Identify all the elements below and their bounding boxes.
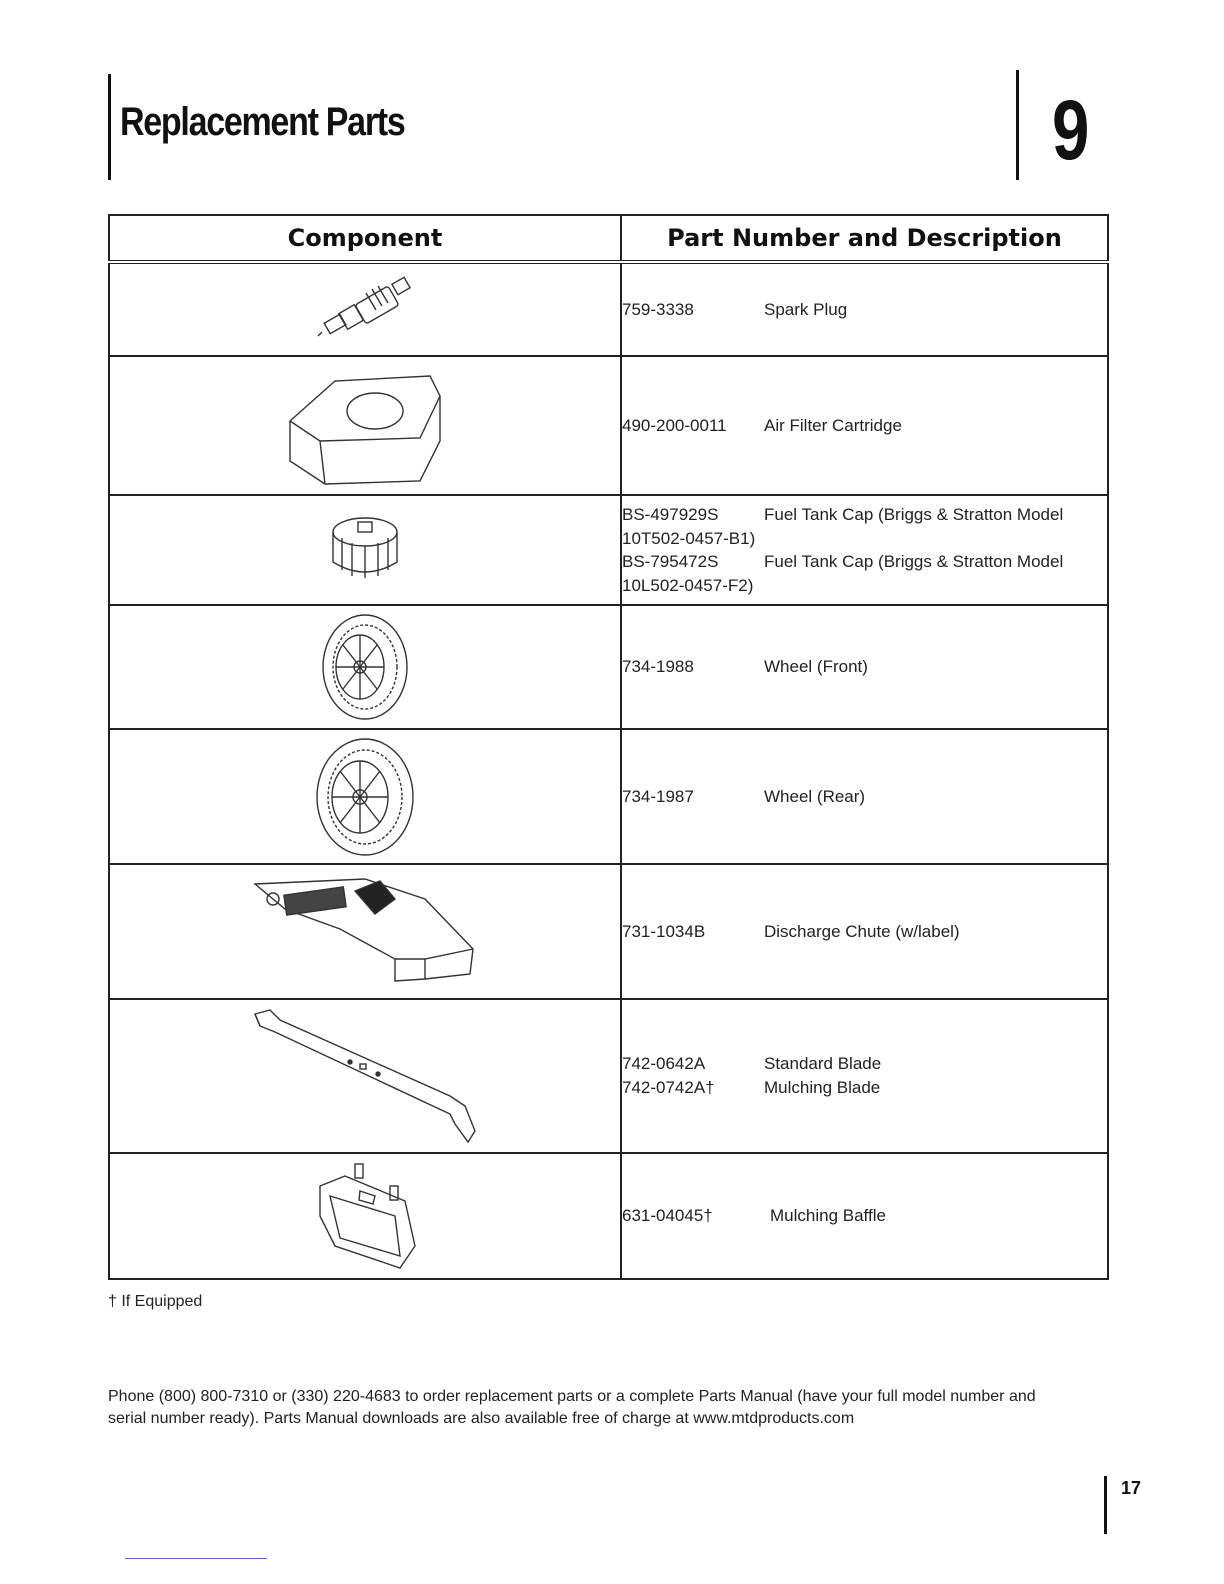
part-description: Standard Blade xyxy=(764,1054,882,1073)
part-description: Mulching Blade xyxy=(764,1078,881,1097)
header-divider-left xyxy=(108,74,111,180)
component-image-cell xyxy=(109,605,621,729)
part-description: Wheel (Front) xyxy=(764,657,868,676)
page-number: 17 xyxy=(1121,1478,1142,1498)
table-row xyxy=(109,1153,1108,1279)
part-line xyxy=(622,414,1107,438)
part-description: Air Filter Cartridge xyxy=(764,415,902,435)
part-number: 731-1034B xyxy=(622,921,706,941)
blade-icon xyxy=(250,1006,480,1146)
part-description-cell xyxy=(621,999,1108,1153)
part-line xyxy=(622,1204,1107,1228)
table-header-row xyxy=(109,215,1108,262)
table-row xyxy=(109,605,1108,729)
part-description: Fuel Tank Cap (Briggs & Stratton Model xyxy=(764,552,1064,571)
table-row xyxy=(109,495,1108,605)
part-number: BS-795472S xyxy=(622,552,719,571)
component-image-cell xyxy=(109,729,621,864)
part-description: Wheel (Rear) xyxy=(764,786,866,806)
part-line xyxy=(622,298,1107,322)
part-line xyxy=(622,920,1107,944)
part-number: 759-3338 xyxy=(622,299,694,319)
part-description-cell xyxy=(621,605,1108,729)
part-line xyxy=(622,655,1107,679)
part-description: Discharge Chute (w/label) xyxy=(764,921,960,941)
table-row xyxy=(109,262,1108,356)
table-row xyxy=(109,864,1108,999)
component-image-cell xyxy=(109,262,621,356)
column-header-component: Component xyxy=(109,215,621,262)
bottom-rule xyxy=(125,1558,267,1559)
air-filter-icon xyxy=(280,366,450,486)
part-line xyxy=(622,785,1107,809)
page-number-divider xyxy=(1104,1476,1107,1534)
mulching-baffle-icon xyxy=(305,1156,425,1276)
part-number: 631-04045† xyxy=(622,1206,713,1225)
parts-table xyxy=(108,214,1109,1280)
part-line xyxy=(622,503,1107,527)
part-description-cell xyxy=(621,729,1108,864)
part-number: 734-1987 xyxy=(622,786,694,806)
fuel-cap-icon xyxy=(320,510,410,590)
ordering-info-line: Phone (800) 800-7310 or (330) 220-4683 to order replacement parts or a complete Parts Manual (have your full model number and xyxy=(108,1388,1036,1405)
footnote: † If Equipped xyxy=(108,1293,203,1310)
part-description-cell xyxy=(621,495,1108,605)
part-number: 742-0642A xyxy=(622,1054,706,1073)
table-row xyxy=(109,356,1108,495)
part-description: Mulching Baffle xyxy=(770,1206,886,1225)
spark-plug-icon xyxy=(310,270,420,350)
part-description-cell xyxy=(621,1153,1108,1279)
part-description-cell xyxy=(621,864,1108,999)
part-number: 490-200-0011 xyxy=(622,415,727,435)
table-row xyxy=(109,999,1108,1153)
part-line xyxy=(622,1052,1107,1076)
part-description-cell xyxy=(621,356,1108,495)
wheel-rear-icon xyxy=(305,735,425,859)
column-header-part-number: Part Number and Description xyxy=(621,215,1108,262)
component-image-cell xyxy=(109,356,621,495)
part-number: 734-1988 xyxy=(622,657,694,676)
page-title: Replacement Parts xyxy=(120,100,405,144)
component-image-cell xyxy=(109,864,621,999)
component-image-cell xyxy=(109,999,621,1153)
component-image-cell xyxy=(109,1153,621,1279)
part-number: BS-497929S xyxy=(622,505,719,524)
table-row xyxy=(109,729,1108,864)
ordering-info-line: serial number ready). Parts Manual downloads are also available free of charge at www.mtdproducts.com xyxy=(108,1410,855,1427)
part-description-continuation: 10T502-0457-B1) xyxy=(622,529,756,548)
part-line xyxy=(622,1076,1107,1100)
part-description-continuation: 10L502-0457-F2) xyxy=(622,576,754,595)
ordering-info xyxy=(108,1386,1108,1430)
header-divider-right xyxy=(1016,70,1019,180)
part-line xyxy=(622,550,1107,574)
part-description: Fuel Tank Cap (Briggs & Stratton Model xyxy=(764,505,1064,524)
component-image-cell xyxy=(109,495,621,605)
discharge-chute-icon xyxy=(245,869,485,994)
part-number: 742-0742A† xyxy=(622,1078,715,1097)
part-description-cell xyxy=(621,262,1108,356)
chapter-number: 9 xyxy=(1052,83,1090,177)
wheel-front-icon xyxy=(310,612,420,722)
part-description: Spark Plug xyxy=(764,299,848,319)
